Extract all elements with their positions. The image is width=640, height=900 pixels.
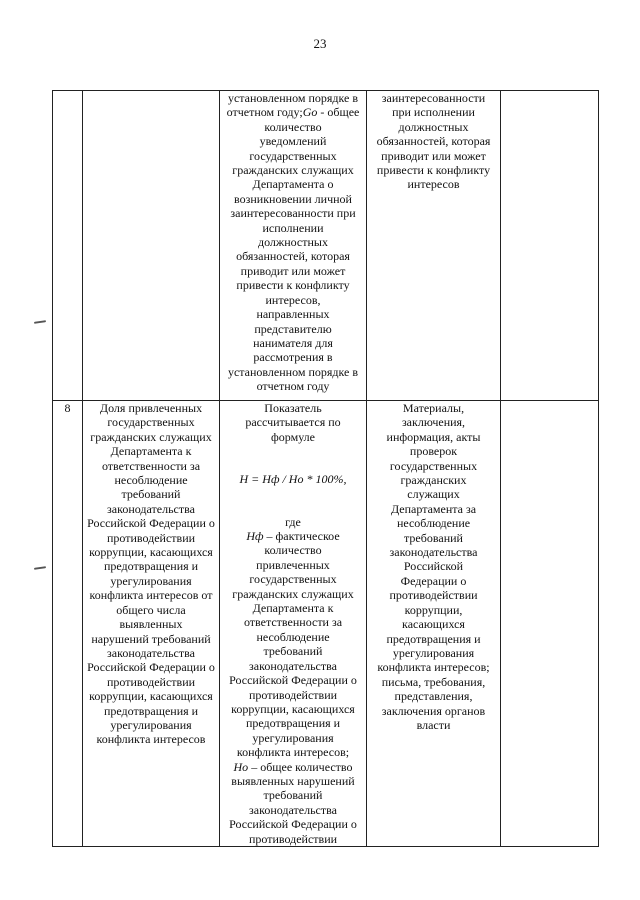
margin-tick-mark [34,320,46,324]
table-row [53,91,599,401]
extra-cell [501,401,599,847]
extra-cell [501,91,599,401]
variable-nf: Нф [246,529,264,544]
indicator-table [52,90,599,847]
row-number-cell: 8 [53,401,83,847]
indicator-name-cell [83,91,220,401]
where-label: где [285,514,301,529]
calc-text: - общее количество уведомлений государственных гражданских служащих Департамента о возникновении личной заинтересованности при исполнении должностных обязанностей, которая приводит или может привести к конфликту интересов, направленных представителю нанимателя для рассмотрения в установленном порядке в отчетном году [227,105,360,394]
indicator-name-cell: Доля привлеченных государственных гражданских служащих Департамента к ответственности за несоблюдение требований законодательства Российской Федерации о противодействии коррупции, касающихся предотвращения и урегулирования конфликта интересов от общего числа выявленных нарушений требований законодательства Российской Федерации о противодействии коррупции, касающихся предотвращения и урегулирования конфликта интересов [83,401,220,847]
row-number-cell [53,91,83,401]
data-source-cell: заинтересованности при исполнении должностных обязанностей, которая приводит или может привести к конфликту интересов [367,91,501,401]
variable-go: Go [302,105,318,120]
margin-tick-mark [34,566,46,570]
data-source-cell: Материалы, заключения, информация, акты проверок государственных гражданских служащих Департамента за несоблюдение требований законодательства Российской Федерации о противодействии коррупции, касающихся предотвращения и урегулирования конфликта интересов; письма, требования, представления, заключения органов власти [367,401,501,847]
calc-text: установленном порядке в отчетном году; [226,91,359,120]
variable-no: Но [233,759,249,774]
table-row [53,401,599,847]
formula: Н = Нф / Но * 100%, [239,472,347,487]
calculation-method-cell [220,401,367,847]
calc-intro: Показатель рассчитывается по формуле [245,401,341,444]
calc-text: – общее количество выявленных нарушений требований законодательства Российской Федерации о противодействии [229,759,357,846]
page-number: 23 [313,36,327,51]
calc-text: – фактическое количество привлеченных государственных гражданских служащих Департамента к ответственности за несоблюдение требований законодательства Российской Федерации о противодействии коррупции, касающихся предотвращения и урегулирования конфликта интересов; [229,529,357,760]
calculation-method-cell [220,91,367,401]
